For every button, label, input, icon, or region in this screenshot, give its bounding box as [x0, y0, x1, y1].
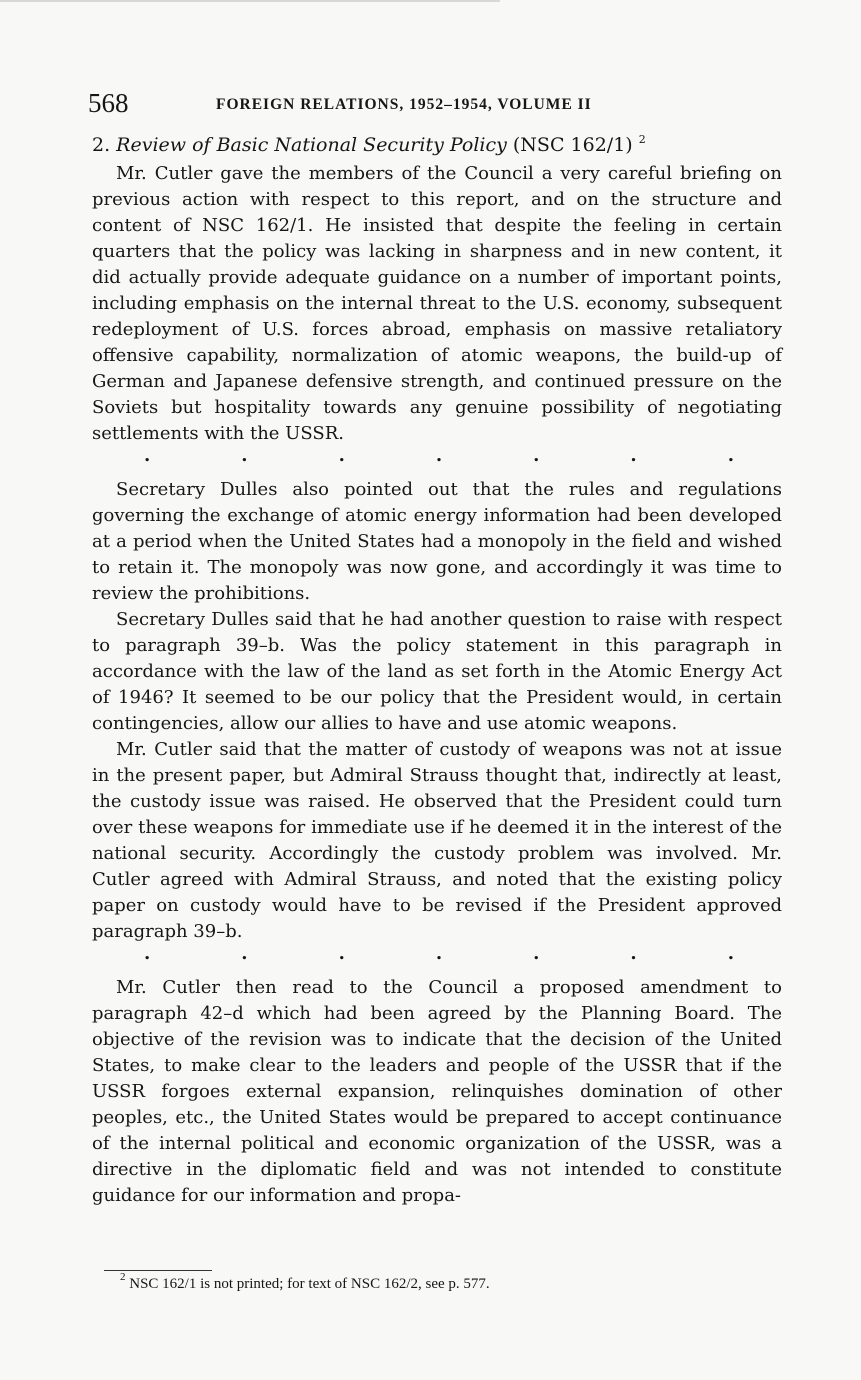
paragraph: Mr. Cutler then read to the Council a proposed amendment to paragraph 42–d which had been agreed by the Planning Board. The objective of the revision was to indicate that the decision of the United States, to make clear to the leaders and people of the USSR that if the USSR forgoes external expansion, relinquishes domination of other peoples, etc., the United States would be prepared to accept continuance of the internal political and economic organization of the USSR, was a directive in the diplomatic field and was not intended to constitute guidance for our information and propa-: [92, 977, 782, 1206]
page-number: 568: [88, 88, 129, 118]
omission-ellipsis: [92, 447, 782, 471]
footnote: [120, 1271, 490, 1293]
omission-ellipsis: [92, 945, 782, 969]
ellipsis-dot: .: [144, 445, 151, 466]
paragraph: Secretary Dulles said that he had another question to raise with respect to paragraph 39–b. Was the policy statement in this paragraph in accordance with the law of the land as set forth in the Atomic Energy Act of 1946? It seemed to be our policy that the President would, in certain contingencies, allow our allies to have and use atomic weapons.: [92, 609, 782, 734]
item-doc-ref: (NSC 162/1): [506, 134, 639, 156]
ellipsis-dot: .: [435, 445, 443, 466]
ellipsis-dot: .: [727, 943, 734, 964]
paragraph: Mr. Cutler said that the matter of custody of weapons was not at issue in the present paper, but Admiral Strauss thought that, indirectly at least, the custody issue was raised. He observed that the President could turn over these weapons for immediate use if he deemed it in the interest of the national security. Accordingly the custody problem was involved. Mr. Cutler agreed with Admiral Strauss, and noted that the existing policy paper on custody would have to be revised if the President approved paragraph 39–b.: [92, 739, 782, 942]
footnote-reference: 2: [638, 133, 646, 146]
item-number: 2.: [92, 134, 117, 156]
page-header: [88, 88, 778, 124]
ellipsis-dot: .: [630, 943, 637, 964]
ellipsis-dot: .: [533, 445, 540, 466]
ellipsis-dot: .: [533, 943, 540, 964]
paragraph: Secretary Dulles also pointed out that the rules and regulations governing the exchange of atomic energy information had been developed at a period when the United States had a monopoly in the field and wished to retain it. The monopoly was now gone, and accordingly it was time to review the prohibitions.: [92, 479, 782, 604]
item-heading: [92, 132, 782, 158]
ellipsis-dot: .: [727, 445, 734, 466]
ellipsis-dot: .: [241, 445, 248, 466]
top-edge-rule: [0, 0, 500, 2]
ellipsis-dot: .: [338, 943, 345, 964]
ellipsis-dot: .: [338, 445, 345, 466]
ellipsis-dot: .: [144, 943, 151, 964]
footnote-mark: 2: [120, 1271, 126, 1283]
footnote-text: NSC 162/1 is not printed; for text of NSC 162/2, see p. 577.: [125, 1276, 490, 1292]
page-body: [92, 132, 782, 1209]
paragraph: Mr. Cutler gave the members of the Council a very careful briefing on previous action with respect to this report, and on the structure and content of NSC 162/1. He insisted that despite the feeling in certain quarters that the policy was lacking in sharpness and in new content, it did actually provide adequate guidance on a number of important points, including emphasis on the internal threat to the U.S. economy, subsequent redeployment of U.S. forces abroad, emphasis on massive retaliatory offensive capability, normalization of atomic weapons, the build-up of German and Japanese defensive strength, and continued pressure on the Soviets but hospitality towards any genuine possibility of negotiating settlements with the USSR.: [92, 163, 782, 444]
running-head: FOREIGN RELATIONS, 1952–1954, VOLUME II: [216, 96, 592, 113]
ellipsis-dot: .: [435, 943, 443, 964]
item-title: Review of Basic National Security Policy: [116, 134, 507, 156]
ellipsis-dot: .: [630, 445, 637, 466]
ellipsis-dot: .: [241, 943, 248, 964]
